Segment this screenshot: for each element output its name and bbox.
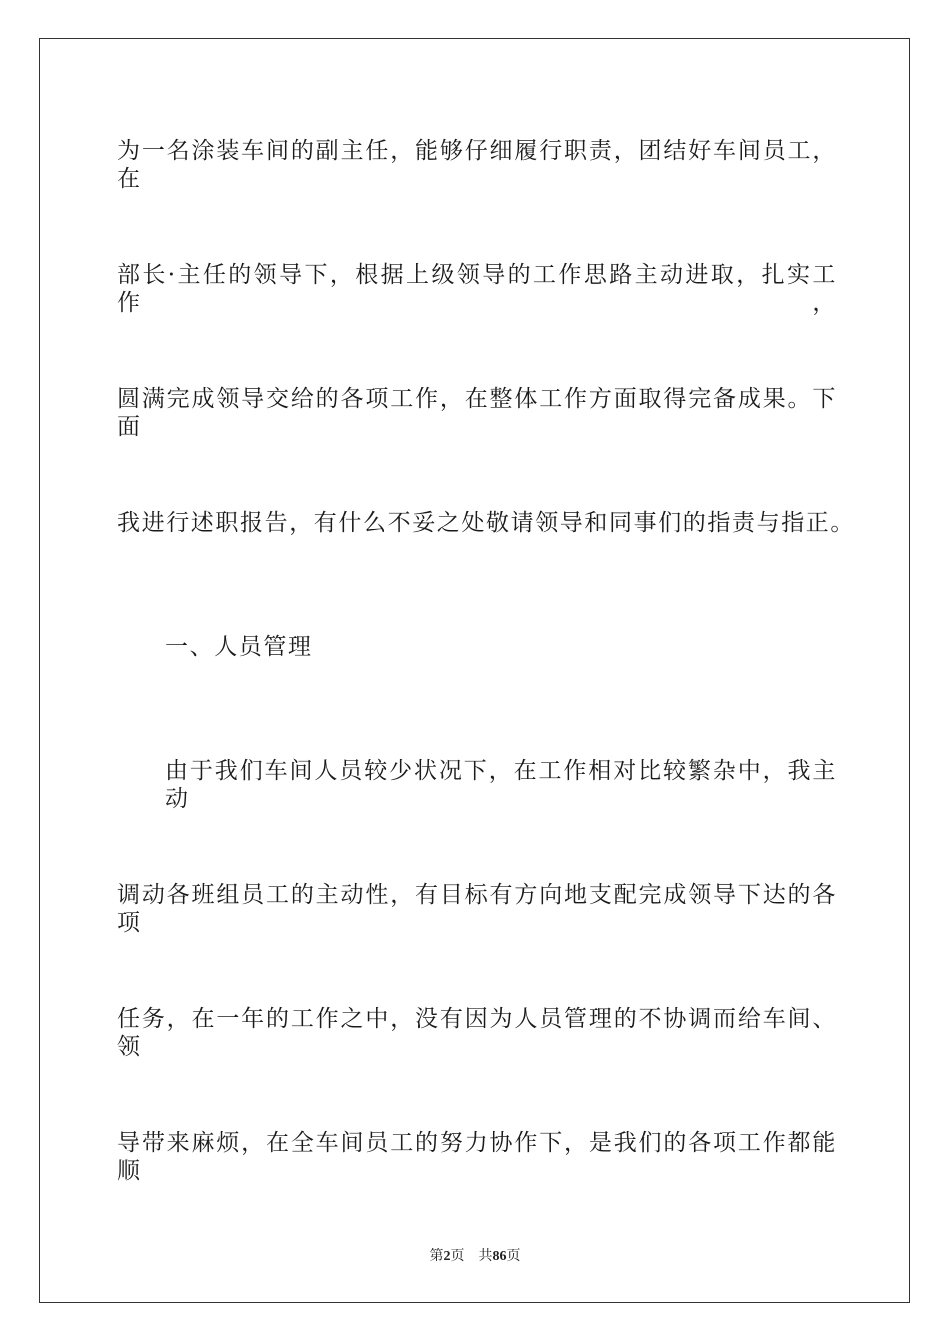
footer-page-prefix: 第 [429,1248,444,1264]
paragraph-line-5: 由于我们车间人员较少状况下，在工作相对比较繁杂中，我主动 [165,758,837,812]
footer-total-suffix: 页 [506,1248,521,1264]
page-border [39,38,910,1303]
section-heading: 一、人员管理 [165,634,313,660]
footer-total-prefix: 共 [478,1248,493,1264]
footer-page-number: 2 [443,1249,451,1264]
footer-total-pages: 86 [492,1249,507,1264]
paragraph-line-1: 为一名涂装车间的副主任，能够仔细履行职责，团结好车间员工，在 [117,138,837,192]
paragraph-line-6: 调动各班组员工的主动性，有目标有方向地支配完成领导下达的各项 [117,882,837,936]
paragraph-line-3: 圆满完成领导交给的各项工作，在整体工作方面取得完备成果。下面 [117,386,837,440]
footer-page-suffix: 页 [450,1248,465,1264]
paragraph-line-4: 我进行述职报告，有什么不妥之处敬请领导和同事们的指责与指正。 [117,510,855,536]
page-footer [0,1247,950,1266]
paragraph-line-2: 部长·主任的领导下，根据上级领导的工作思路主动进取，扎实工作， [117,262,837,316]
paragraph-line-8: 导带来麻烦，在全车间员工的努力协作下，是我们的各项工作都能顺 [117,1130,837,1184]
paragraph-line-7: 任务，在一年的工作之中，没有因为人员管理的不协调而给车间、领 [117,1006,837,1060]
